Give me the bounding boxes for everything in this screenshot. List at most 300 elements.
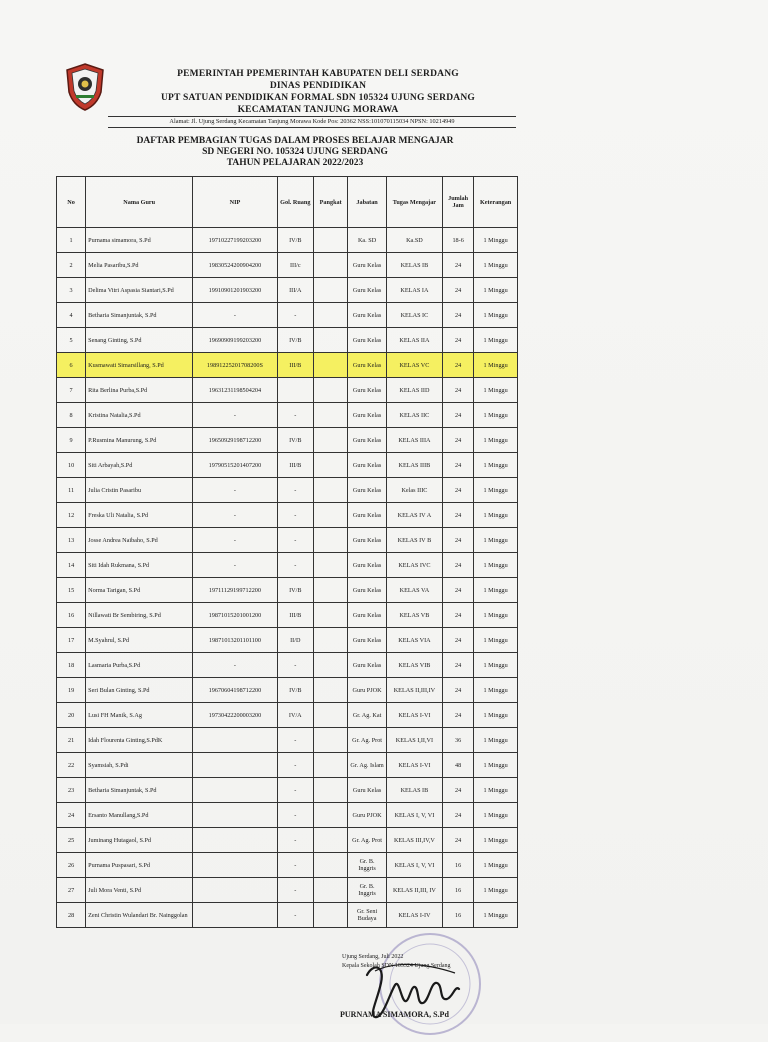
- cell-gol: -: [277, 403, 313, 428]
- table-row: [57, 678, 518, 703]
- cell-gol: IV/B: [277, 578, 313, 603]
- table-row: [57, 228, 518, 253]
- cell-no: 2: [57, 253, 86, 278]
- cell-no: 9: [57, 428, 86, 453]
- cell-gol: III/B: [277, 453, 313, 478]
- cell-nip: 19891225201708200S: [193, 353, 277, 378]
- cell-tugas: KELAS IA: [386, 278, 442, 303]
- table-row: [57, 553, 518, 578]
- table-row: [57, 253, 518, 278]
- cell-jam: 24: [443, 628, 474, 653]
- cell-jabatan: Gr. Ag. Kat: [348, 703, 387, 728]
- cell-jabatan: Gr. Ag. Prot: [348, 728, 387, 753]
- cell-gol: III/B: [277, 353, 313, 378]
- cell-no: 12: [57, 503, 86, 528]
- cell-gol: -: [277, 828, 313, 853]
- table-row: [57, 703, 518, 728]
- letterhead-address: Alamat: Jl. Ujung Serdang Kecamatan Tanjung Morawa Kode Pos: 20362 NSS:101070115034 NPSN: 10214949: [108, 116, 516, 128]
- cell-jam: 24: [443, 603, 474, 628]
- cell-pangkat: [314, 728, 348, 753]
- table-row: [57, 753, 518, 778]
- cell-nip: 19711129199712200: [193, 578, 277, 603]
- cell-pangkat: [314, 678, 348, 703]
- cell-ket: 1 Minggu: [474, 903, 518, 928]
- cell-jam: 24: [443, 678, 474, 703]
- cell-tugas: KELAS I-VI: [386, 703, 442, 728]
- cell-tugas: KELAS I-VI: [386, 753, 442, 778]
- cell-jam: 24: [443, 253, 474, 278]
- letterhead-district: KECAMATAN TANJUNG MORAWA: [237, 105, 399, 115]
- cell-gol: -: [277, 653, 313, 678]
- cell-gol: -: [277, 553, 313, 578]
- header-pangkat: Pangkat: [314, 177, 348, 228]
- cell-jabatan: Guru Kelas: [348, 628, 387, 653]
- cell-gol: III/B: [277, 603, 313, 628]
- cell-nama: Seri Bulan Ginting, S.Pd: [86, 678, 193, 703]
- cell-jabatan: Guru Kelas: [348, 278, 387, 303]
- header-jumlah-jam: Jumlah Jam: [443, 177, 474, 228]
- cell-no: 11: [57, 478, 86, 503]
- cell-nip: -: [193, 403, 277, 428]
- cell-tugas: KELAS VB: [386, 603, 442, 628]
- cell-no: 25: [57, 828, 86, 853]
- cell-no: 21: [57, 728, 86, 753]
- cell-tugas: KELAS I-IV: [386, 903, 442, 928]
- cell-gol: -: [277, 778, 313, 803]
- cell-tugas: Ka.SD: [386, 228, 442, 253]
- cell-tugas: KELAS I, V, VI: [386, 853, 442, 878]
- cell-nip: -: [193, 553, 277, 578]
- cell-jam: 24: [443, 453, 474, 478]
- cell-tugas: KELAS IIA: [386, 328, 442, 353]
- cell-no: 28: [57, 903, 86, 928]
- cell-no: 3: [57, 278, 86, 303]
- cell-nip: 19790515201407200: [193, 453, 277, 478]
- teacher-assignment-table: [56, 176, 518, 928]
- cell-nama: Purnama Puspasari, S.Pd: [86, 853, 193, 878]
- cell-gol: -: [277, 803, 313, 828]
- cell-no: 23: [57, 778, 86, 803]
- cell-ket: 1 Minggu: [474, 603, 518, 628]
- cell-jam: 24: [443, 428, 474, 453]
- district-emblem-logo: [64, 62, 106, 112]
- cell-gol: -: [277, 503, 313, 528]
- cell-gol: II/D: [277, 628, 313, 653]
- table-row: [57, 503, 518, 528]
- cell-jabatan: Guru PJOK: [348, 678, 387, 703]
- table-row: [57, 803, 518, 828]
- cell-jabatan: Guru Kelas: [348, 353, 387, 378]
- cell-jabatan: Guru Kelas: [348, 778, 387, 803]
- cell-jabatan: Guru Kelas: [348, 478, 387, 503]
- cell-no: 13: [57, 528, 86, 553]
- cell-pangkat: [314, 703, 348, 728]
- cell-jam: 16: [443, 853, 474, 878]
- table-row: [57, 853, 518, 878]
- cell-gol: IV/B: [277, 678, 313, 703]
- cell-ket: 1 Minggu: [474, 378, 518, 403]
- table-row: [57, 453, 518, 478]
- cell-jabatan: Guru Kelas: [348, 578, 387, 603]
- cell-pangkat: [314, 353, 348, 378]
- cell-nip: 19690909199203200: [193, 328, 277, 353]
- cell-ket: 1 Minggu: [474, 803, 518, 828]
- cell-jam: 24: [443, 303, 474, 328]
- cell-nip: [193, 728, 277, 753]
- cell-jam: 24: [443, 478, 474, 503]
- cell-nama: Ersanto Manullang,S.Pd: [86, 803, 193, 828]
- cell-nama: Zeni Christin Wulandari Br. Nainggolan: [86, 903, 193, 928]
- cell-nama: Julia Cristin Pasaribu: [86, 478, 193, 503]
- cell-nip: -: [193, 303, 277, 328]
- cell-nama: Idah Flourenta Ginting,S.PdK: [86, 728, 193, 753]
- cell-ket: 1 Minggu: [474, 778, 518, 803]
- cell-jam: 16: [443, 878, 474, 903]
- cell-gol: -: [277, 728, 313, 753]
- cell-pangkat: [314, 878, 348, 903]
- cell-no: 8: [57, 403, 86, 428]
- cell-nip: -: [193, 653, 277, 678]
- cell-nama: Lusi FH Manik, S.Ag: [86, 703, 193, 728]
- cell-nip: 19650929198712200: [193, 428, 277, 453]
- cell-jam: 24: [443, 828, 474, 853]
- cell-nip: 19871013201101100: [193, 628, 277, 653]
- cell-jam: 24: [443, 553, 474, 578]
- cell-jam: 24: [443, 528, 474, 553]
- cell-no: 24: [57, 803, 86, 828]
- cell-jabatan: Guru Kelas: [348, 603, 387, 628]
- cell-ket: 1 Minggu: [474, 303, 518, 328]
- cell-jam: 24: [443, 778, 474, 803]
- header-tugas-mengajar: Tugas Mengajar: [386, 177, 442, 228]
- cell-jabatan: Guru Kelas: [348, 553, 387, 578]
- cell-nama: Juminang Hutagaol, S.Pd: [86, 828, 193, 853]
- cell-tugas: KELAS IV A: [386, 503, 442, 528]
- cell-jam: 24: [443, 378, 474, 403]
- cell-tugas: KELAS VIA: [386, 628, 442, 653]
- cell-jam: 24: [443, 503, 474, 528]
- cell-nama: Senang Ginting, S.Pd: [86, 328, 193, 353]
- cell-ket: 1 Minggu: [474, 278, 518, 303]
- table-body: [57, 228, 518, 928]
- cell-ket: 1 Minggu: [474, 353, 518, 378]
- cell-tugas: KELAS IV B: [386, 528, 442, 553]
- cell-gol: -: [277, 478, 313, 503]
- cell-ket: 1 Minggu: [474, 553, 518, 578]
- cell-tugas: KELAS II,III,IV: [386, 678, 442, 703]
- cell-nama: Purnama simamora, S.Pd: [86, 228, 193, 253]
- cell-no: 18: [57, 653, 86, 678]
- cell-tugas: KELAS VIB: [386, 653, 442, 678]
- cell-tugas: KELAS VA: [386, 578, 442, 603]
- table-row: [57, 828, 518, 853]
- cell-pangkat: [314, 253, 348, 278]
- cell-jabatan: Guru Kelas: [348, 403, 387, 428]
- cell-nama: Siti Idah Rukmana, S.Pd: [86, 553, 193, 578]
- cell-pangkat: [314, 303, 348, 328]
- cell-ket: 1 Minggu: [474, 328, 518, 353]
- cell-nama: Betharia Simanjuntak, S.Pd: [86, 303, 193, 328]
- cell-jam: 24: [443, 403, 474, 428]
- cell-gol: IV/B: [277, 228, 313, 253]
- cell-ket: 1 Minggu: [474, 253, 518, 278]
- header-gol-ruang: Gol. Ruang: [277, 177, 313, 228]
- cell-tugas: KELAS IB: [386, 253, 442, 278]
- cell-gol: -: [277, 903, 313, 928]
- cell-nama: Juli Mora Venti, S.Pd: [86, 878, 193, 903]
- cell-gol: IV/B: [277, 328, 313, 353]
- cell-nama: Lasmaria Purba,S.Pd: [86, 653, 193, 678]
- table-row: [57, 328, 518, 353]
- cell-nip: [193, 753, 277, 778]
- cell-nip: -: [193, 528, 277, 553]
- header-keterangan: Keterangan: [474, 177, 518, 228]
- cell-jabatan: Guru Kelas: [348, 428, 387, 453]
- cell-no: 15: [57, 578, 86, 603]
- cell-tugas: KELAS IID: [386, 378, 442, 403]
- cell-tugas: KELAS IIIA: [386, 428, 442, 453]
- cell-nip: 19710227199203200: [193, 228, 277, 253]
- cell-tugas: KELAS VC: [386, 353, 442, 378]
- cell-no: 5: [57, 328, 86, 353]
- cell-ket: 1 Minggu: [474, 853, 518, 878]
- cell-pangkat: [314, 553, 348, 578]
- cell-nip: 19910901201903200: [193, 278, 277, 303]
- signature-place-date: Ujung Serdang, Juli 2022: [342, 954, 404, 960]
- cell-gol: III/A: [277, 278, 313, 303]
- cell-jabatan: Gr. B. Inggris: [348, 853, 387, 878]
- cell-pangkat: [314, 778, 348, 803]
- cell-nip: -: [193, 478, 277, 503]
- cell-pangkat: [314, 753, 348, 778]
- cell-no: 7: [57, 378, 86, 403]
- cell-nip: -: [193, 503, 277, 528]
- cell-nama: Syamsiah, S.Pdi: [86, 753, 193, 778]
- cell-ket: 1 Minggu: [474, 453, 518, 478]
- table-row: [57, 428, 518, 453]
- cell-nama: Betharia Simanjuntak, S.Pd: [86, 778, 193, 803]
- cell-tugas: KELAS IB: [386, 778, 442, 803]
- header-jabatan: Jabatan: [348, 177, 387, 228]
- cell-ket: 1 Minggu: [474, 828, 518, 853]
- cell-jabatan: Guru Kelas: [348, 503, 387, 528]
- cell-no: 22: [57, 753, 86, 778]
- cell-pangkat: [314, 828, 348, 853]
- table-row: [57, 303, 518, 328]
- cell-no: 27: [57, 878, 86, 903]
- cell-pangkat: [314, 278, 348, 303]
- cell-jam: 24: [443, 653, 474, 678]
- cell-nip: [193, 828, 277, 853]
- cell-ket: 1 Minggu: [474, 403, 518, 428]
- table-row: [57, 403, 518, 428]
- cell-nip: [193, 878, 277, 903]
- table-row: [57, 878, 518, 903]
- cell-nip: 19830524200904200: [193, 253, 277, 278]
- cell-jabatan: Ka. SD: [348, 228, 387, 253]
- letterhead-government: PEMERINTAH PPEMERINTAH KABUPATEN DELI SERDANG: [177, 69, 459, 79]
- cell-no: 16: [57, 603, 86, 628]
- cell-no: 4: [57, 303, 86, 328]
- cell-jam: 24: [443, 703, 474, 728]
- cell-jabatan: Guru Kelas: [348, 453, 387, 478]
- cell-gol: -: [277, 878, 313, 903]
- cell-jabatan: Guru Kelas: [348, 328, 387, 353]
- signature-name: PURNAMA SIMAMORA, S.Pd: [340, 1010, 449, 1019]
- cell-gol: -: [277, 528, 313, 553]
- cell-gol: -: [277, 303, 313, 328]
- cell-pangkat: [314, 378, 348, 403]
- cell-ket: 1 Minggu: [474, 728, 518, 753]
- cell-jabatan: Guru Kelas: [348, 378, 387, 403]
- document-title: [90, 136, 500, 169]
- cell-nip: 19730422200003200: [193, 703, 277, 728]
- cell-pangkat: [314, 503, 348, 528]
- table-row: [57, 528, 518, 553]
- cell-jam: 18-6: [443, 228, 474, 253]
- table-row: [57, 478, 518, 503]
- cell-pangkat: [314, 528, 348, 553]
- cell-jabatan: Guru PJOK: [348, 803, 387, 828]
- cell-nama: Norma Tarigan, S.Pd: [86, 578, 193, 603]
- cell-gol: IV/A: [277, 703, 313, 728]
- cell-pangkat: [314, 653, 348, 678]
- cell-ket: 1 Minggu: [474, 228, 518, 253]
- cell-tugas: KELAS IIC: [386, 403, 442, 428]
- cell-pangkat: [314, 453, 348, 478]
- cell-nip: [193, 778, 277, 803]
- cell-no: 14: [57, 553, 86, 578]
- cell-no: 10: [57, 453, 86, 478]
- cell-pangkat: [314, 478, 348, 503]
- cell-no: 6: [57, 353, 86, 378]
- cell-tugas: KELAS IVC: [386, 553, 442, 578]
- cell-nip: 19670604198712200: [193, 678, 277, 703]
- cell-ket: 1 Minggu: [474, 753, 518, 778]
- cell-nip: [193, 853, 277, 878]
- table-row: [57, 603, 518, 628]
- cell-tugas: KELAS III,IV,V: [386, 828, 442, 853]
- cell-tugas: KELAS I, V, VI: [386, 803, 442, 828]
- cell-tugas: KELAS I,II,VI: [386, 728, 442, 753]
- cell-pangkat: [314, 228, 348, 253]
- cell-pangkat: [314, 603, 348, 628]
- cell-jabatan: Guru Kelas: [348, 253, 387, 278]
- cell-ket: 1 Minggu: [474, 478, 518, 503]
- cell-jabatan: Guru Kelas: [348, 653, 387, 678]
- cell-jabatan: Gr. Seni Budaya: [348, 903, 387, 928]
- cell-jabatan: Gr. Ag. Prot: [348, 828, 387, 853]
- cell-jam: 36: [443, 728, 474, 753]
- cell-jam: 24: [443, 328, 474, 353]
- cell-jam: 24: [443, 578, 474, 603]
- header-nama-guru: Nama Guru: [86, 177, 193, 228]
- cell-jam: 24: [443, 803, 474, 828]
- cell-nip: [193, 803, 277, 828]
- cell-nama: Kristina Natalia,S.Pd: [86, 403, 193, 428]
- cell-tugas: Kelas IIIC: [386, 478, 442, 503]
- table-row: [57, 578, 518, 603]
- cell-tugas: KELAS II,III, IV: [386, 878, 442, 903]
- cell-nip: 19631231198504204: [193, 378, 277, 403]
- cell-ket: 1 Minggu: [474, 653, 518, 678]
- cell-ket: 1 Minggu: [474, 528, 518, 553]
- cell-jabatan: Guru Kelas: [348, 528, 387, 553]
- handwritten-signature: [355, 955, 465, 1025]
- cell-gol: -: [277, 853, 313, 878]
- cell-jabatan: Gr. Ag. Islam: [348, 753, 387, 778]
- cell-pangkat: [314, 578, 348, 603]
- table-row: [57, 353, 518, 378]
- cell-no: 17: [57, 628, 86, 653]
- table-row: [57, 778, 518, 803]
- table-header-row: [57, 177, 518, 228]
- title-line-3: TAHUN PELAJARAN 2022/2023: [226, 158, 364, 168]
- cell-no: 26: [57, 853, 86, 878]
- cell-nama: Rita Berlina Purba,S.Pd: [86, 378, 193, 403]
- cell-ket: 1 Minggu: [474, 628, 518, 653]
- table-row: [57, 728, 518, 753]
- signature-role: Kepala Sekolah SDN 105324 Ujung Serdang: [342, 963, 451, 969]
- cell-ket: 1 Minggu: [474, 578, 518, 603]
- header-nip: NIP: [193, 177, 277, 228]
- cell-nama: Josse Andrea Naibaho, S.Pd: [86, 528, 193, 553]
- table-row: [57, 278, 518, 303]
- header-no: No: [57, 177, 86, 228]
- table-row: [57, 378, 518, 403]
- cell-no: 1: [57, 228, 86, 253]
- cell-jam: 16: [443, 903, 474, 928]
- cell-ket: 1 Minggu: [474, 503, 518, 528]
- cell-nama: Melia Pasaribu,S.Pd: [86, 253, 193, 278]
- cell-pangkat: [314, 328, 348, 353]
- cell-nip: 19871015201001200: [193, 603, 277, 628]
- cell-ket: 1 Minggu: [474, 428, 518, 453]
- cell-ket: 1 Minggu: [474, 678, 518, 703]
- cell-tugas: KELAS IIIB: [386, 453, 442, 478]
- cell-pangkat: [314, 628, 348, 653]
- cell-pangkat: [314, 428, 348, 453]
- cell-tugas: KELAS IC: [386, 303, 442, 328]
- cell-pangkat: [314, 853, 348, 878]
- title-line-1: DAFTAR PEMBAGIAN TUGAS DALAM PROSES BELAJAR MENGAJAR: [136, 136, 454, 146]
- cell-nip: [193, 903, 277, 928]
- cell-jam: 24: [443, 353, 474, 378]
- cell-ket: 1 Minggu: [474, 878, 518, 903]
- cell-nama: Siti Arbayah,S.Pd: [86, 453, 193, 478]
- cell-pangkat: [314, 403, 348, 428]
- cell-no: 19: [57, 678, 86, 703]
- cell-gol: [277, 378, 313, 403]
- letterhead: [118, 68, 518, 116]
- cell-nama: Freska Uli Natalia, S.Pd: [86, 503, 193, 528]
- cell-jam: 48: [443, 753, 474, 778]
- cell-pangkat: [314, 803, 348, 828]
- cell-jabatan: Guru Kelas: [348, 303, 387, 328]
- cell-gol: III/c: [277, 253, 313, 278]
- letterhead-department: DINAS PENDIDIKAN: [269, 81, 367, 91]
- cell-gol: -: [277, 753, 313, 778]
- table-row: [57, 653, 518, 678]
- cell-nama: P.Rusmina Manurung, S.Pd: [86, 428, 193, 453]
- cell-jam: 24: [443, 278, 474, 303]
- cell-no: 20: [57, 703, 86, 728]
- table-row: [57, 628, 518, 653]
- title-line-2: SD NEGERI NO. 105324 UJUNG SERDANG: [202, 147, 388, 157]
- cell-nama: Kusmawati Simarsillang, S.Pd: [86, 353, 193, 378]
- cell-jabatan: Gr. B. Inggris: [348, 878, 387, 903]
- cell-nama: Nillawati Br Sembiring, S.Pd: [86, 603, 193, 628]
